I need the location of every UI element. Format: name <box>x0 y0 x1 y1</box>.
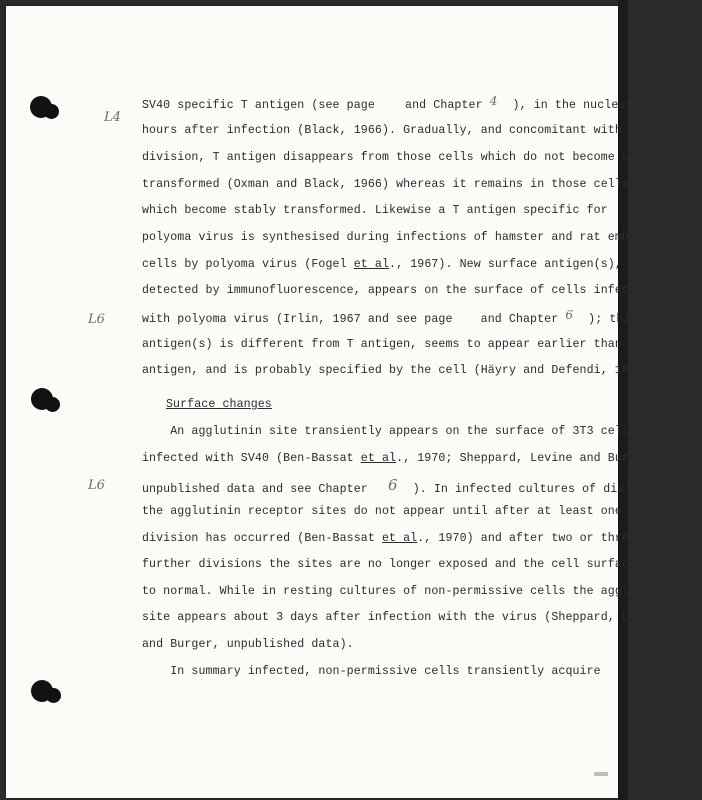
text-line: SV40 specific T antigen (see page and Chapter 4 ), in the nucleus a few <box>142 94 675 112</box>
text-line: with polyoma virus (Irlin, 1967 and see page and Chapter 6 ); this <box>142 308 638 326</box>
section-heading: Surface changes <box>166 398 272 411</box>
text-line: further divisions the sites are no longer exposed and the cell surface returns <box>142 558 693 571</box>
text-line: transformed (Oxman and Black, 1966) whereas it remains in those cells <box>142 178 629 191</box>
scan-mark <box>594 772 608 776</box>
text-line: division, T antigen disappears from those cells which do not become stably <box>142 151 665 164</box>
text-line: An agglutinin site transiently appears on the surface of 3T3 cells <box>142 425 637 438</box>
punch-hole-mid-b <box>45 397 60 412</box>
text-line: polyoma virus is synthesised during infections of hamster and rat embryo <box>142 231 651 244</box>
text-line: the agglutinin receptor sites do not appear until after at least one cell <box>142 505 658 518</box>
text-line: cells by polyoma virus (Fogel et al., 1967). New surface antigen(s), <box>142 258 622 271</box>
punch-hole-bottom-b <box>46 688 61 703</box>
handwritten-chapter: 6 <box>565 308 574 322</box>
text-line: antigen, and is probably specified by the cell (Häyry and Defendi, 1970). <box>142 364 658 377</box>
text-line: hours after infection (Black, 1966). Gradually, and concomitant with cell <box>142 124 658 137</box>
text-line: unpublished data and see Chapter 6 ). In infected cultures of dividing cells <box>142 476 702 496</box>
text-line: infected with SV40 (Ben-Bassat et al., 1970; Sheppard, Levine and Burger, <box>142 452 658 465</box>
margin-note: L6 <box>88 478 105 493</box>
text-line: and Burger, unpublished data). <box>142 638 354 651</box>
handwritten-chapter: 4 <box>489 94 498 108</box>
text-line: detected by immunofluorescence, appears on the surface of cells infected <box>142 284 651 297</box>
text-line: which become stably transformed. Likewise a T antigen specific for <box>142 204 608 217</box>
text-line: site appears about 3 days after infection with the virus (Sheppard, Levine <box>142 611 665 624</box>
handwritten-chapter: 6 <box>387 476 398 494</box>
text-line: antigen(s) is different from T antigen, seems to appear earlier than T <box>142 338 637 351</box>
text-line: division has occurred (Ben-Bassat et al., 1970) and after two or three <box>142 532 637 545</box>
punch-hole-top-b <box>44 104 59 119</box>
text-line: In summary infected, non-permissive cells transiently acquire <box>142 665 601 678</box>
scan-edge <box>618 0 628 800</box>
margin-note: L4 <box>104 110 121 125</box>
text-line: to normal. While in resting cultures of non-permissive cells the agglutinin <box>142 585 672 598</box>
margin-note: L6 <box>88 312 105 327</box>
